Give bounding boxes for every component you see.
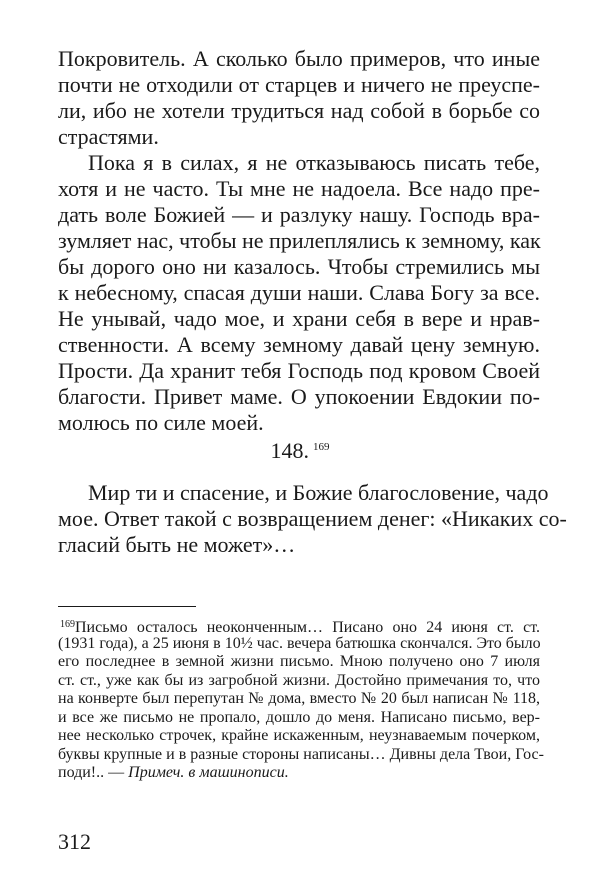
body-line: ли, ибо не хотели трудиться над собой в борьбе со	[58, 98, 540, 123]
footnote-line: ст. ст., уже как бы из загробной жизни. Достойно примечания то, что	[58, 671, 540, 689]
body-line: хотя и не часто. Ты мне не надоела. Все надо пре-	[58, 176, 540, 201]
letter-line: Мир ти и спасение, и Божие благословение, чадо	[88, 480, 549, 505]
body-line: благости. Привет маме. О упокоении Евдокии по-	[58, 384, 540, 409]
footnote-line: (1931 года), а 25 июня в 10½ час. вечера батюшка скончался. Это было	[58, 634, 541, 652]
footnote-ref: 169	[313, 441, 330, 453]
body-line: ственности. А всему земному давай цену земную.	[58, 332, 540, 357]
body-line: к небесному, спасая души наши. Слава Богу за все.	[58, 280, 540, 305]
body-line: Покровитель. А сколько было примеров, что иные	[58, 46, 540, 71]
body-line: зумляет нас, чтобы не прилеплялись к земному, как	[58, 228, 541, 253]
letter-line: мое. Ответ такой с возвращением денег: «Никаких со-	[58, 506, 567, 531]
letter-heading	[0, 434, 600, 464]
footnote-divider	[58, 606, 196, 607]
footnote-line: его последнее в земной жизни письмо. Мною получено оно 7 июля	[58, 653, 540, 670]
footnote-text: поди!.. —	[58, 764, 129, 781]
footnote-number: 169	[60, 619, 75, 630]
letter-line: гласий быть не может»…	[58, 532, 296, 557]
body-line: дать воле Божией — и разлуку нашу. Господь вра-	[58, 202, 540, 227]
footnote-line: и все же письмо не пропало, дошло до меня. Написано письмо, вер-	[58, 708, 540, 726]
body-line: бы дорого оно ни казалось. Чтобы стремились мы	[58, 254, 540, 279]
footnote-line: буквы крупные и в разные стороны написаны… Дивны дела Твои, Гос-	[58, 745, 544, 763]
body-line: Пока я в силах, я не отказываюсь писать тебе,	[88, 150, 540, 175]
footnote-signature: Примеч. в машинописи.	[128, 764, 289, 781]
page-number: 312	[58, 829, 91, 854]
footnote-line: нее несколько строчек, крайне искаженным, неузнаваемым почерком,	[58, 727, 540, 744]
footnote-text: Письмо осталось неоконченным… Писано оно 24 июня ст. ст.	[75, 619, 540, 636]
body-line: молюсь по силе моей.	[58, 410, 264, 435]
letter-number: 148.	[270, 438, 309, 463]
body-line: Прости. Да хранит тебя Господь под кровом Своей	[58, 358, 540, 383]
footnote-line	[58, 764, 540, 783]
body-line: Не унывай, чадо мое, и храни себя в вере и нрав-	[58, 306, 540, 331]
body-line: страстями.	[58, 124, 159, 149]
body-line: почти не отходили от старцев и ничего не преуспе-	[58, 72, 540, 97]
footnote-line: на конверте был перепутан № дома, вместо № 20 был написан № 118,	[58, 690, 540, 707]
